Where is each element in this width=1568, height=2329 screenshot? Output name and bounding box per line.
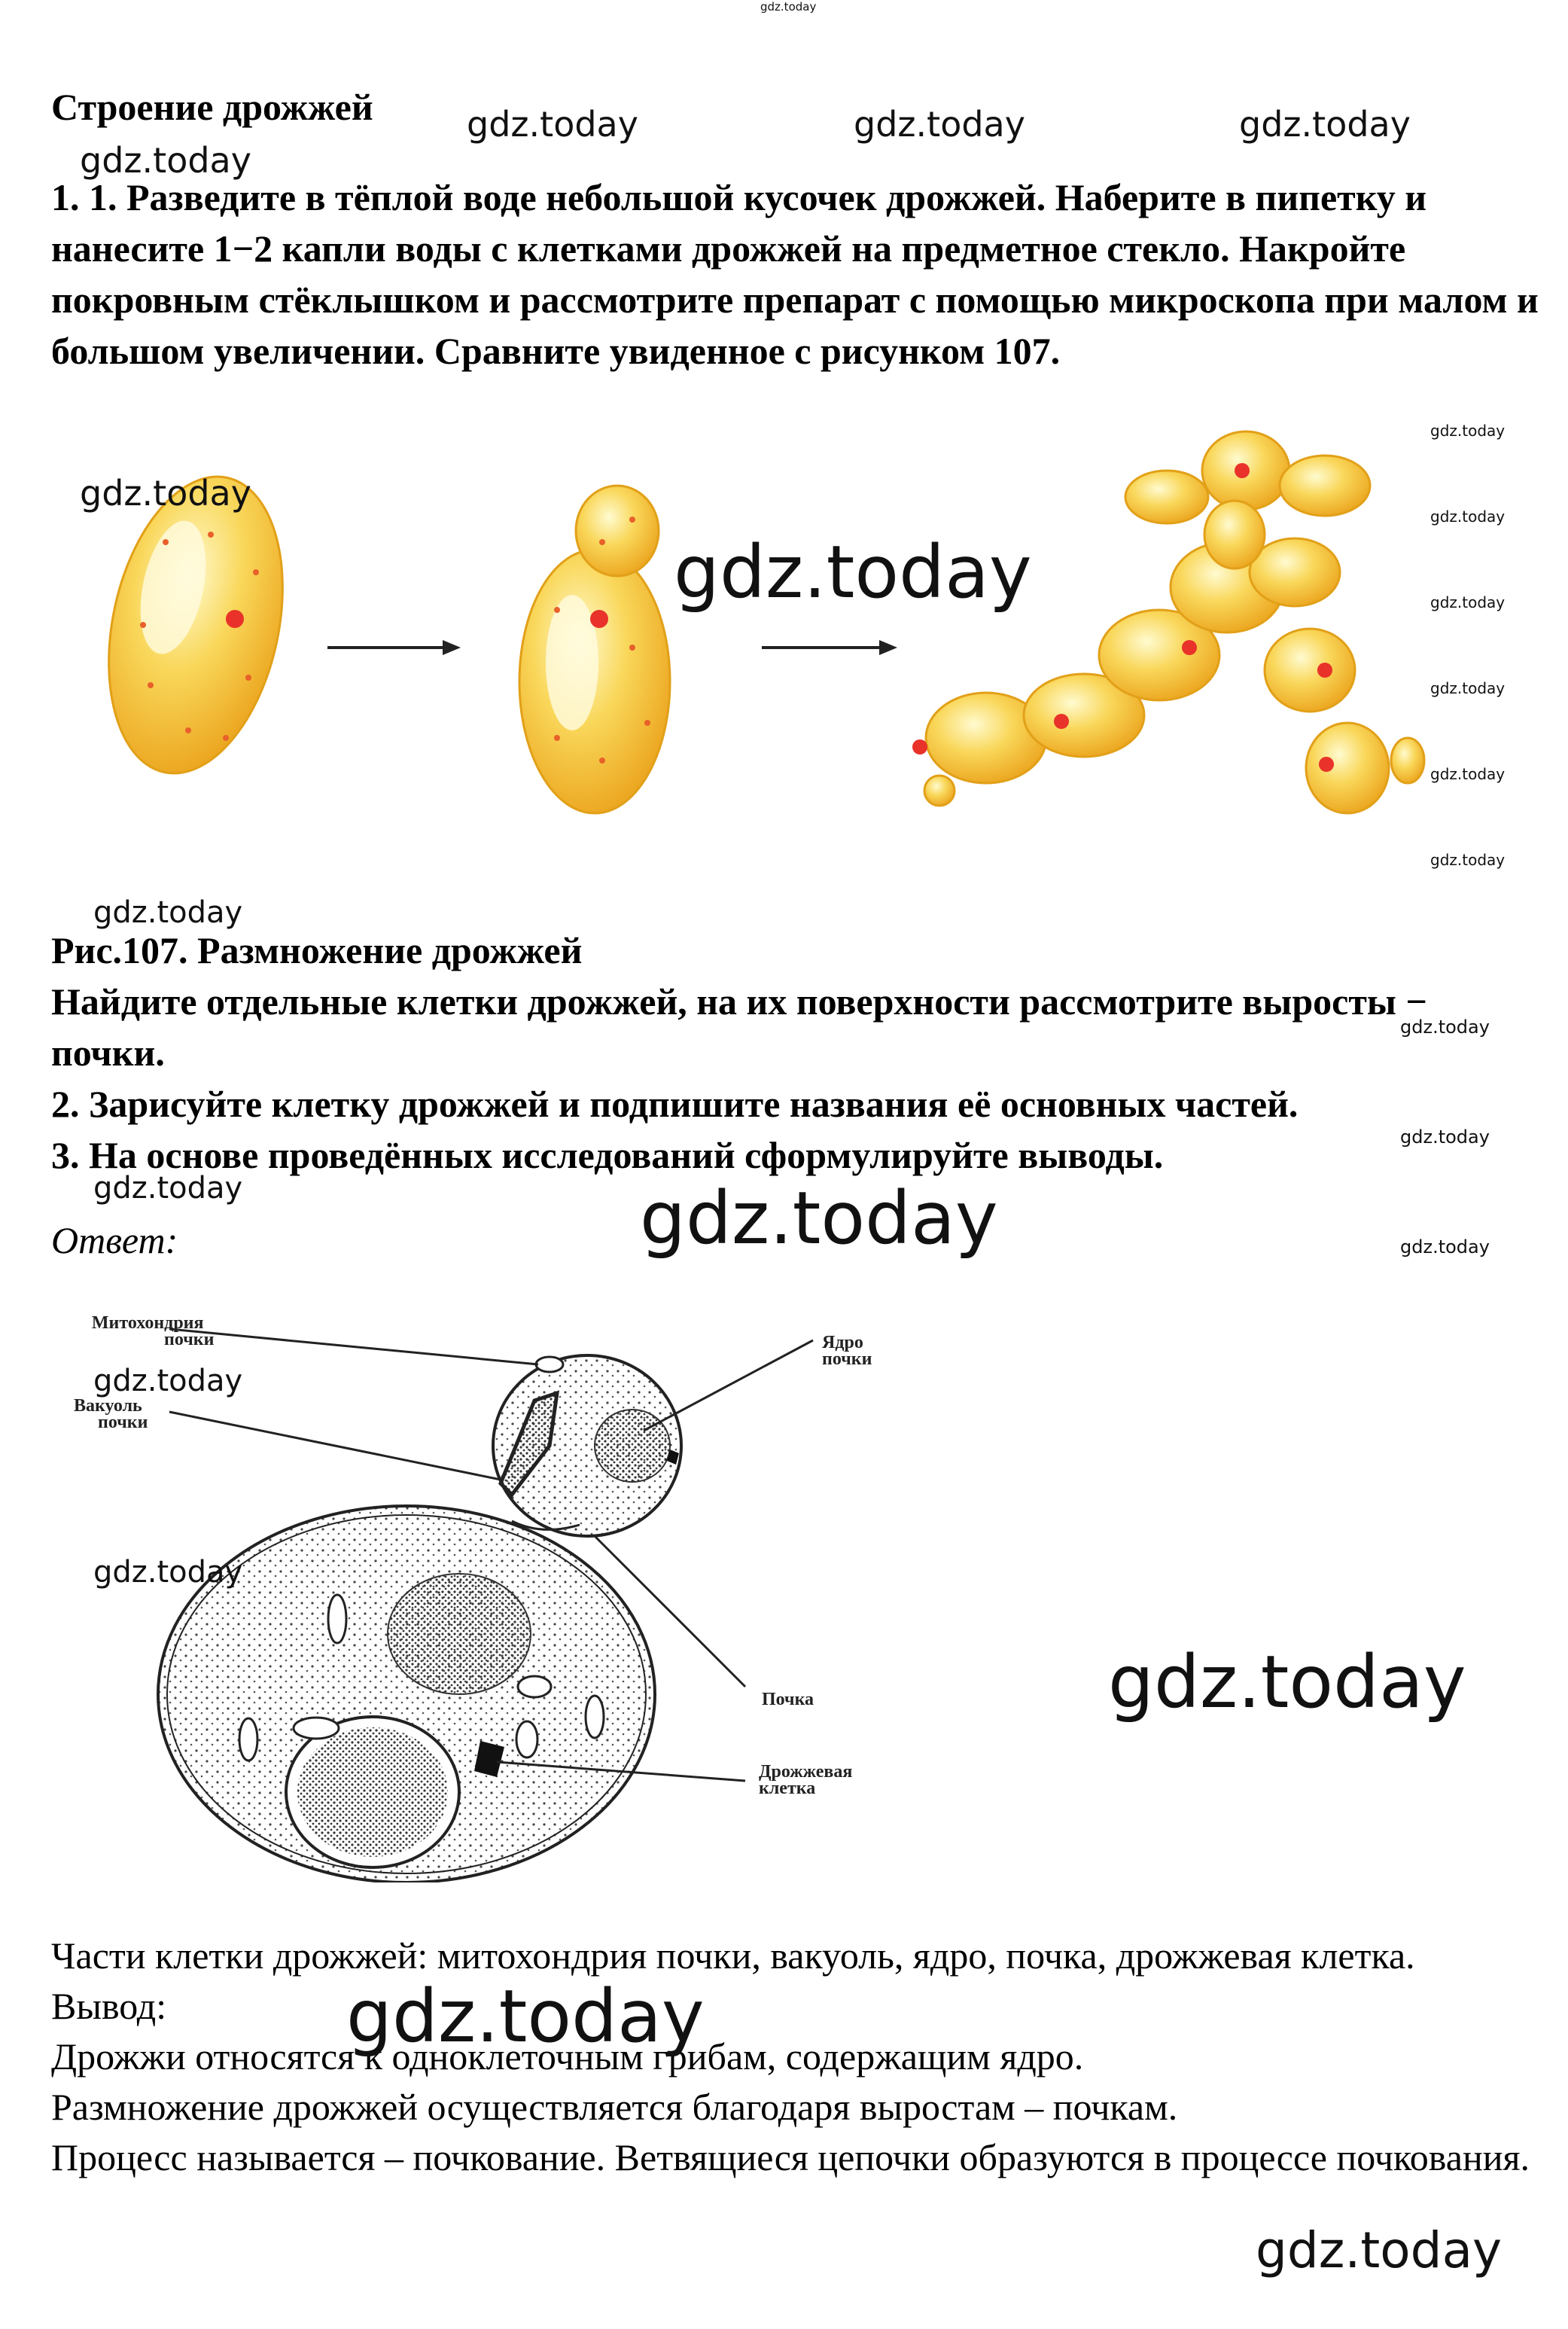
- label-text: почки: [98, 1413, 148, 1432]
- task-text: 3. На основе проведённых исследований сформулируйте выводы.: [51, 1134, 1164, 1176]
- watermark: gdz.today: [1108, 1640, 1466, 1724]
- task-text: 1. 1. Разведите в тёплой воде небольшой кусочек дрожжей. Наберите в пипетку и нанесите 1−2 капли воды с клетками дрожжей на предметное стекло. Накройте покровным стёклышком и рассмотрите препарат с помощью микроскопа при малом и большом увеличении. Сравните увиденное с рисунком 107.: [51, 176, 1539, 372]
- watermark: gdz.today: [1430, 765, 1506, 783]
- watermark: gdz.today: [93, 895, 243, 930]
- label-text: клетка: [759, 1779, 816, 1798]
- conclusion-label: Вывод:: [51, 1985, 167, 2027]
- answer-label: Ответ:: [51, 1219, 178, 1261]
- answer-block: [51, 1931, 1549, 2183]
- label-text: Митохондрия: [91, 1313, 204, 1333]
- watermark: gdz.today: [93, 1555, 243, 1590]
- budding-yeast-cell: [519, 486, 670, 813]
- yeast-cell-chain: [924, 431, 1424, 813]
- watermark: gdz.today: [1256, 2221, 1503, 2279]
- task-block-2: [51, 925, 1549, 1181]
- label-mitochondria: [81, 1315, 214, 1348]
- watermark: gdz.today: [93, 1364, 243, 1398]
- label-text: почки: [822, 1349, 872, 1369]
- conclusion-text: Процесс называется – почкование. Ветвящиеся цепочки образуются в процессе почкования.: [51, 2136, 1530, 2178]
- watermark: gdz.today: [1430, 508, 1506, 526]
- task-text: Найдите отдельные клетки дрожжей, на их поверхности рассмотрите выросты − почки.: [51, 980, 1427, 1074]
- watermark: gdz.today: [1430, 679, 1506, 697]
- watermark: gdz.today: [854, 104, 1025, 145]
- arrow-icon: [762, 640, 897, 655]
- watermark: gdz.today: [1400, 1017, 1490, 1038]
- label-vacuole: [74, 1398, 148, 1431]
- yeast-budding-figure: [75, 422, 1430, 873]
- label-text: Дрожжевая: [759, 1762, 853, 1782]
- label-bud: Почка: [762, 1690, 814, 1709]
- label-text: Вакуоль: [74, 1396, 142, 1416]
- watermark: gdz.today: [467, 104, 638, 145]
- label-bud-nucleus: [822, 1334, 872, 1367]
- task-text: 2. Зарисуйте клетку дрожжей и подпишите названия её основных частей.: [51, 1083, 1299, 1125]
- task-paragraph-1: [51, 172, 1549, 376]
- watermark: gdz.today: [674, 530, 1032, 614]
- watermark: gdz.today: [640, 1176, 998, 1261]
- answer-parts: Части клетки дрожжей: митохондрия почки, вакуоль, ядро, почка, дрожжевая клетка.: [51, 1934, 1415, 1977]
- label-yeast-cell: [759, 1764, 852, 1797]
- conclusion-text: Размножение дрожжей осуществляется благодаря выростам – почкам.: [51, 2086, 1178, 2128]
- watermark: gdz.today: [1430, 422, 1506, 440]
- watermark: gdz.today: [1430, 593, 1506, 611]
- watermark: gdz.today: [80, 140, 251, 181]
- watermark: gdz.today: [1239, 104, 1411, 145]
- watermark: gdz.today: [760, 0, 817, 14]
- watermark: gdz.today: [93, 1171, 243, 1206]
- watermark: gdz.today: [80, 473, 251, 514]
- conclusion-text: Дрожжи относятся к одноклеточным грибам, содержащим ядро.: [51, 2035, 1084, 2078]
- label-text: Ядро: [822, 1333, 863, 1352]
- watermark: gdz.today: [346, 1974, 705, 2059]
- page-title: Строение дрожжей: [51, 86, 373, 128]
- arrow-icon: [327, 640, 461, 655]
- label-text: почки: [164, 1330, 215, 1349]
- watermark: gdz.today: [1430, 851, 1506, 869]
- watermark: gdz.today: [1400, 1236, 1490, 1257]
- watermark: gdz.today: [1400, 1126, 1490, 1148]
- bud-cell: [493, 1355, 681, 1536]
- figure-caption: Рис.107. Размножение дрожжей: [51, 929, 583, 971]
